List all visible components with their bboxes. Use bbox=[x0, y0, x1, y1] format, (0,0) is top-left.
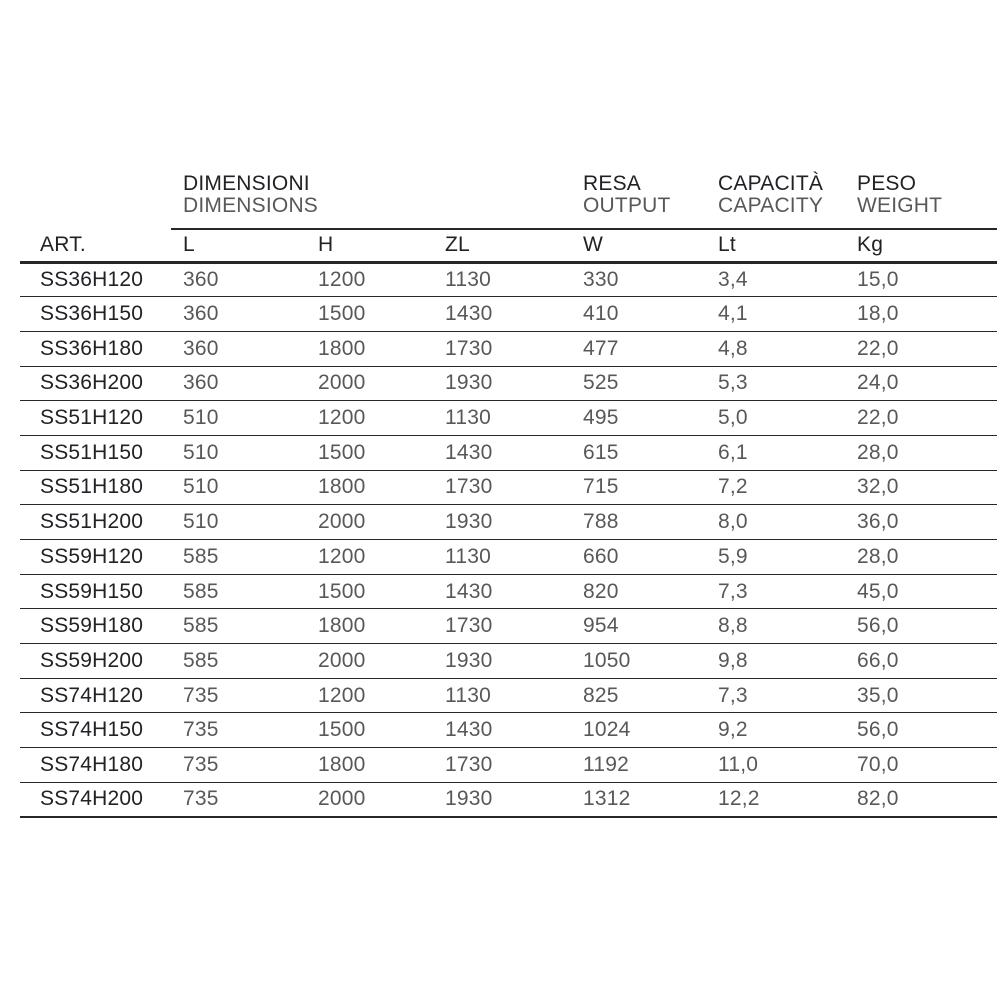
table-body bbox=[20, 262, 997, 817]
value-cell: 56,0 bbox=[845, 609, 997, 644]
value-cell: 2000 bbox=[306, 644, 433, 679]
value-cell: 735 bbox=[171, 782, 306, 817]
group-label-capacita: CAPACITÀ bbox=[718, 172, 824, 195]
value-cell: 4,1 bbox=[706, 297, 845, 332]
value-cell: 1430 bbox=[433, 574, 571, 609]
value-cell: 9,8 bbox=[706, 644, 845, 679]
value-cell: 1730 bbox=[433, 470, 571, 505]
art-code: SS36H150 bbox=[20, 297, 171, 332]
table-row bbox=[20, 748, 997, 783]
col-header-kg: Kg bbox=[845, 229, 997, 262]
table-row bbox=[20, 505, 997, 540]
table-header bbox=[20, 172, 997, 262]
col-header-h: H bbox=[306, 229, 433, 262]
art-code: SS74H120 bbox=[20, 678, 171, 713]
value-cell: 9,2 bbox=[706, 713, 845, 748]
table-row bbox=[20, 262, 997, 297]
value-cell: 1800 bbox=[306, 748, 433, 783]
value-cell: 1200 bbox=[306, 678, 433, 713]
value-cell: 28,0 bbox=[845, 540, 997, 575]
value-cell: 1800 bbox=[306, 331, 433, 366]
value-cell: 6,1 bbox=[706, 435, 845, 470]
value-cell: 735 bbox=[171, 748, 306, 783]
value-cell: 1730 bbox=[433, 331, 571, 366]
value-cell: 360 bbox=[171, 366, 306, 401]
group-header-dimensions bbox=[171, 172, 571, 229]
value-cell: 820 bbox=[571, 574, 706, 609]
art-code: SS74H200 bbox=[20, 782, 171, 817]
value-cell: 1930 bbox=[433, 366, 571, 401]
value-cell: 8,0 bbox=[706, 505, 845, 540]
value-cell: 1430 bbox=[433, 297, 571, 332]
value-cell: 510 bbox=[171, 470, 306, 505]
spec-table bbox=[20, 172, 997, 818]
value-cell: 4,8 bbox=[706, 331, 845, 366]
art-code: SS36H200 bbox=[20, 366, 171, 401]
value-cell: 1430 bbox=[433, 435, 571, 470]
table-row bbox=[20, 713, 997, 748]
art-code: SS74H150 bbox=[20, 713, 171, 748]
art-code: SS51H200 bbox=[20, 505, 171, 540]
group-header-output bbox=[571, 172, 706, 229]
value-cell: 1730 bbox=[433, 609, 571, 644]
value-cell: 360 bbox=[171, 297, 306, 332]
value-cell: 585 bbox=[171, 644, 306, 679]
value-cell: 954 bbox=[571, 609, 706, 644]
value-cell: 1930 bbox=[433, 644, 571, 679]
value-cell: 5,3 bbox=[706, 366, 845, 401]
art-code: SS51H150 bbox=[20, 435, 171, 470]
table-row bbox=[20, 366, 997, 401]
value-cell: 330 bbox=[571, 262, 706, 297]
value-cell: 1930 bbox=[433, 505, 571, 540]
col-header-w: W bbox=[571, 229, 706, 262]
value-cell: 615 bbox=[571, 435, 706, 470]
value-cell: 495 bbox=[571, 401, 706, 436]
value-cell: 8,8 bbox=[706, 609, 845, 644]
value-cell: 1500 bbox=[306, 713, 433, 748]
value-cell: 1050 bbox=[571, 644, 706, 679]
art-code: SS59H120 bbox=[20, 540, 171, 575]
value-cell: 1200 bbox=[306, 401, 433, 436]
table-row bbox=[20, 470, 997, 505]
value-cell: 1730 bbox=[433, 748, 571, 783]
value-cell: 82,0 bbox=[845, 782, 997, 817]
art-code: SS36H180 bbox=[20, 331, 171, 366]
value-cell: 735 bbox=[171, 678, 306, 713]
value-cell: 360 bbox=[171, 262, 306, 297]
table-row bbox=[20, 401, 997, 436]
value-cell: 360 bbox=[171, 331, 306, 366]
art-code: SS36H120 bbox=[20, 262, 171, 297]
value-cell: 1500 bbox=[306, 297, 433, 332]
art-code: SS59H180 bbox=[20, 609, 171, 644]
value-cell: 15,0 bbox=[845, 262, 997, 297]
value-cell: 477 bbox=[571, 331, 706, 366]
art-code: SS51H120 bbox=[20, 401, 171, 436]
group-header-spacer bbox=[20, 172, 171, 229]
table-row bbox=[20, 574, 997, 609]
value-cell: 1312 bbox=[571, 782, 706, 817]
table-row bbox=[20, 540, 997, 575]
value-cell: 2000 bbox=[306, 782, 433, 817]
value-cell: 735 bbox=[171, 713, 306, 748]
value-cell: 7,2 bbox=[706, 470, 845, 505]
value-cell: 1130 bbox=[433, 262, 571, 297]
value-cell: 510 bbox=[171, 435, 306, 470]
value-cell: 1130 bbox=[433, 401, 571, 436]
art-code: SS51H180 bbox=[20, 470, 171, 505]
value-cell: 660 bbox=[571, 540, 706, 575]
group-header-row bbox=[20, 172, 997, 229]
value-cell: 585 bbox=[171, 540, 306, 575]
value-cell: 70,0 bbox=[845, 748, 997, 783]
value-cell: 45,0 bbox=[845, 574, 997, 609]
value-cell: 5,9 bbox=[706, 540, 845, 575]
value-cell: 2000 bbox=[306, 505, 433, 540]
table-row bbox=[20, 678, 997, 713]
value-cell: 7,3 bbox=[706, 574, 845, 609]
value-cell: 1500 bbox=[306, 435, 433, 470]
value-cell: 3,4 bbox=[706, 262, 845, 297]
table-row bbox=[20, 609, 997, 644]
value-cell: 35,0 bbox=[845, 678, 997, 713]
group-header-capacity bbox=[706, 172, 845, 229]
value-cell: 66,0 bbox=[845, 644, 997, 679]
value-cell: 1500 bbox=[306, 574, 433, 609]
group-header-weight bbox=[845, 172, 997, 229]
group-label-capacity: CAPACITY bbox=[718, 194, 824, 217]
value-cell: 715 bbox=[571, 470, 706, 505]
table-row bbox=[20, 435, 997, 470]
value-cell: 5,0 bbox=[706, 401, 845, 436]
group-label-peso: PESO bbox=[857, 172, 917, 195]
value-cell: 22,0 bbox=[845, 331, 997, 366]
value-cell: 1800 bbox=[306, 609, 433, 644]
value-cell: 7,3 bbox=[706, 678, 845, 713]
value-cell: 410 bbox=[571, 297, 706, 332]
value-cell: 56,0 bbox=[845, 713, 997, 748]
value-cell: 1800 bbox=[306, 470, 433, 505]
value-cell: 585 bbox=[171, 574, 306, 609]
table-row bbox=[20, 644, 997, 679]
value-cell: 11,0 bbox=[706, 748, 845, 783]
value-cell: 1192 bbox=[571, 748, 706, 783]
art-code: SS74H180 bbox=[20, 748, 171, 783]
art-code: SS59H200 bbox=[20, 644, 171, 679]
column-header-row bbox=[20, 229, 997, 262]
col-header-lt: Lt bbox=[706, 229, 845, 262]
value-cell: 18,0 bbox=[845, 297, 997, 332]
col-header-l: L bbox=[171, 229, 306, 262]
value-cell: 12,2 bbox=[706, 782, 845, 817]
value-cell: 22,0 bbox=[845, 401, 997, 436]
group-label-resa: RESA bbox=[583, 172, 642, 195]
value-cell: 1130 bbox=[433, 678, 571, 713]
value-cell: 1930 bbox=[433, 782, 571, 817]
value-cell: 825 bbox=[571, 678, 706, 713]
value-cell: 24,0 bbox=[845, 366, 997, 401]
value-cell: 510 bbox=[171, 401, 306, 436]
table-row bbox=[20, 331, 997, 366]
group-label-weight: WEIGHT bbox=[857, 194, 943, 217]
table-row bbox=[20, 782, 997, 817]
value-cell: 525 bbox=[571, 366, 706, 401]
value-cell: 32,0 bbox=[845, 470, 997, 505]
value-cell: 36,0 bbox=[845, 505, 997, 540]
value-cell: 1130 bbox=[433, 540, 571, 575]
value-cell: 585 bbox=[171, 609, 306, 644]
value-cell: 1200 bbox=[306, 262, 433, 297]
value-cell: 1024 bbox=[571, 713, 706, 748]
value-cell: 2000 bbox=[306, 366, 433, 401]
value-cell: 1430 bbox=[433, 713, 571, 748]
art-code: SS59H150 bbox=[20, 574, 171, 609]
group-label-output: OUTPUT bbox=[583, 194, 671, 217]
value-cell: 788 bbox=[571, 505, 706, 540]
table-row bbox=[20, 297, 997, 332]
value-cell: 510 bbox=[171, 505, 306, 540]
value-cell: 1200 bbox=[306, 540, 433, 575]
value-cell: 28,0 bbox=[845, 435, 997, 470]
group-label-dimensioni: DIMENSIONI bbox=[183, 172, 310, 195]
group-label-dimensions: DIMENSIONS bbox=[183, 194, 319, 217]
col-header-art: ART. bbox=[20, 229, 171, 262]
col-header-zl: ZL bbox=[433, 229, 571, 262]
